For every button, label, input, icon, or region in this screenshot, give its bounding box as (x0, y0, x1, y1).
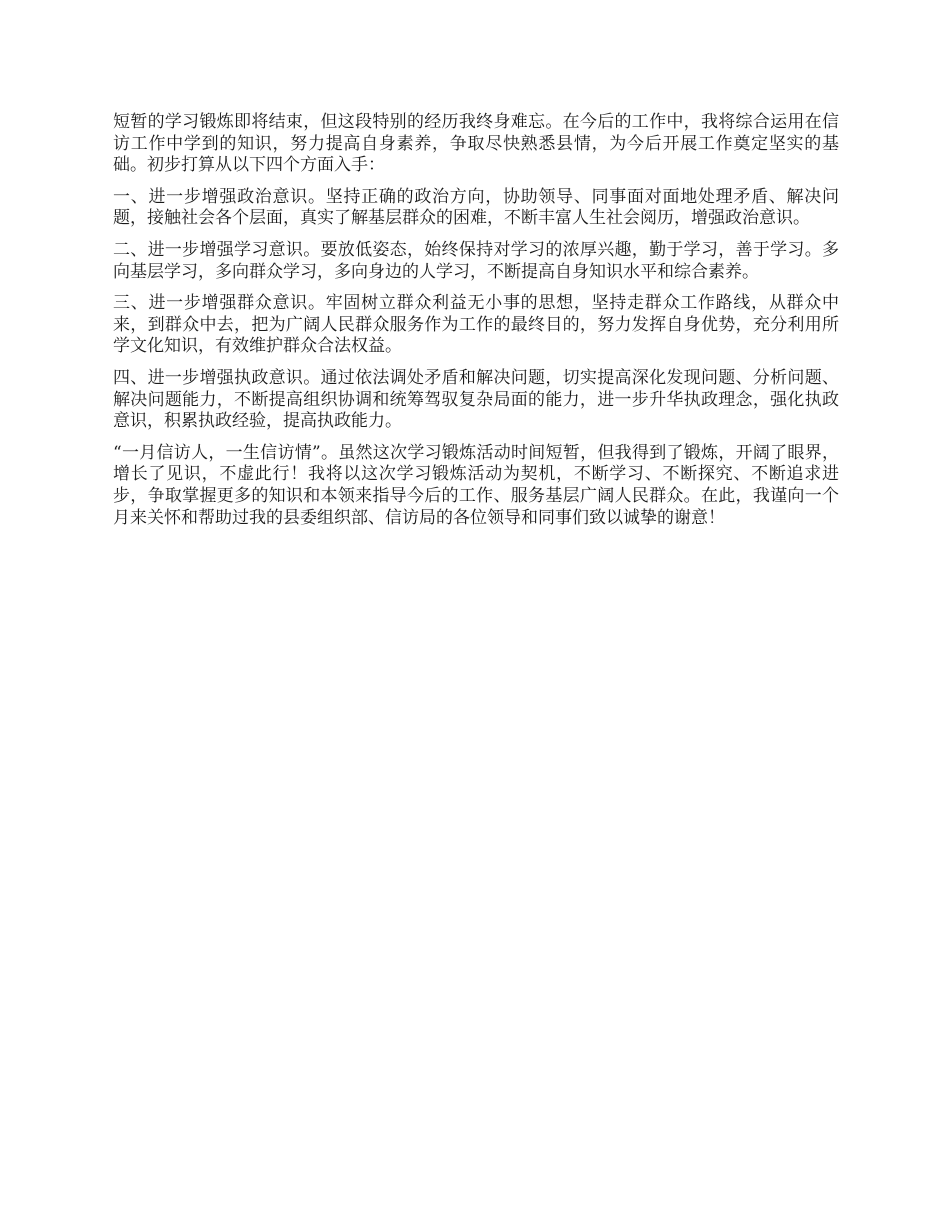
paragraph-mass-awareness: 三、进一步增强群众意识。牢固树立群众利益无小事的思想，坚持走群众工作路线，从群众中来，到群众中去，把为广阔人民群众服务作为工作的最终目的，努力发挥自身优势，充分利用所学文化知识，有效维护群众合法权益。 (113, 293, 839, 357)
paragraph-political-awareness: 一、进一步增强政治意识。坚持正确的政治方向，协助领导、同事面对面地处理矛盾、解决问题，接触社会各个层面，真实了解基层群众的困难，不断丰富人生社会阅历，增强政治意识。 (113, 186, 839, 229)
paragraph-intro: 短暂的学习锻炼即将结束，但这段特别的经历我终身难忘。在今后的工作中，我将综合运用在信访工作中学到的知识，努力提高自身素养，争取尽快熟悉县情，为今后开展工作奠定坚实的基础。初步打算从以下四个方面入手： (113, 112, 839, 176)
paragraph-closing: “一月信访人，一生信访情”。虽然这次学习锻炼活动时间短暂，但我得到了锻炼，开阔了眼界，增长了见识，不虚此行！我将以这次学习锻炼活动为契机，不断学习、不断探究、不断追求进步，争取掌握更多的知识和本领来指导今后的工作、服务基层广阔人民群众。在此，我谨向一个月来关怀和帮助过我的县委组织部、信访局的各位领导和同事们致以诚挚的谢意！ (113, 442, 839, 528)
paragraph-governance-awareness: 四、进一步增强执政意识。通过依法调处矛盾和解决问题，切实提高深化发现问题、分析问题、解决问题能力，不断提高组织协调和统筹驾驭复杂局面的能力，进一步升华执政理念，强化执政意识，积累执政经验，提高执政能力。 (113, 367, 839, 432)
document-body (113, 112, 839, 539)
paragraph-learning-awareness: 二、进一步增强学习意识。要放低姿态，始终保持对学习的浓厚兴趣，勤于学习，善于学习。多向基层学习，多向群众学习，多向身边的人学习，不断提高自身知识水平和综合素养。 (113, 239, 839, 282)
